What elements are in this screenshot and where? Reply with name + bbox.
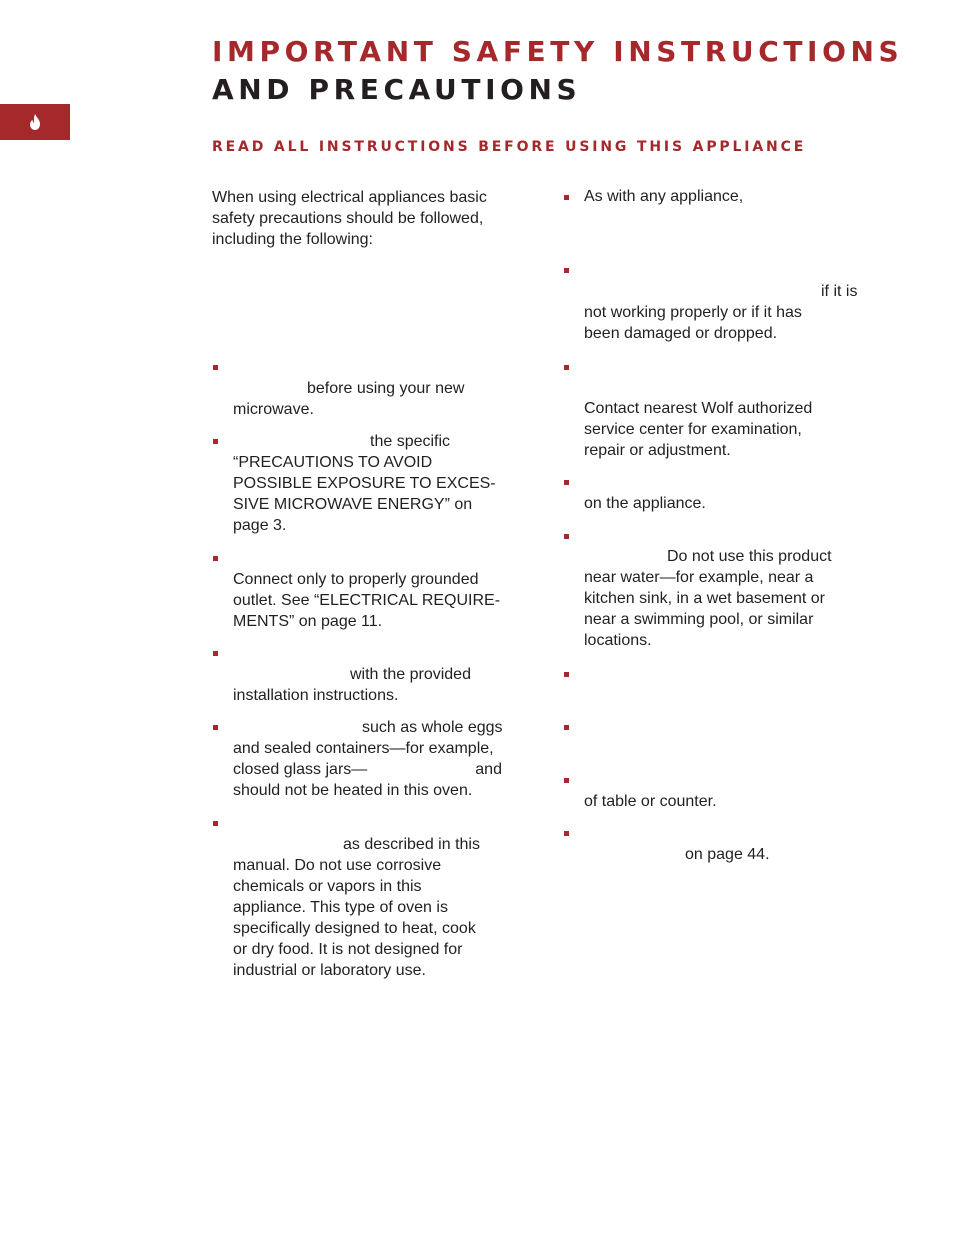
item-line: Contact nearest Wolf authorized bbox=[584, 400, 813, 417]
bullet-marker bbox=[564, 268, 569, 273]
bullet-marker bbox=[213, 556, 218, 561]
item-line: As with any appliance, bbox=[584, 188, 744, 205]
intro-paragraph bbox=[212, 187, 487, 250]
bullet-marker bbox=[213, 439, 218, 444]
list-item bbox=[584, 717, 588, 738]
item-line bbox=[584, 356, 812, 377]
item-line: SIVE MICROWAVE ENERGY” on bbox=[233, 496, 473, 513]
list-item bbox=[584, 356, 812, 461]
list-item bbox=[584, 664, 588, 685]
item-line: installation instructions. bbox=[233, 687, 399, 704]
item-line: or dry food. It is not designed for bbox=[233, 941, 463, 958]
page-title-line-2: AND PRECAUTIONS bbox=[212, 73, 582, 106]
item-line bbox=[584, 717, 588, 738]
list-item bbox=[584, 260, 857, 344]
item-line: outlet. See “ELECTRICAL REQUIRE- bbox=[233, 592, 501, 609]
list-item bbox=[584, 823, 770, 865]
bullet-marker bbox=[564, 778, 569, 783]
bullet-marker bbox=[564, 195, 569, 200]
item-line bbox=[584, 377, 812, 398]
section-tab bbox=[0, 104, 70, 140]
item-line: repair or adjustment. bbox=[584, 442, 731, 459]
item-line: page 3. bbox=[233, 517, 287, 534]
list-item bbox=[233, 357, 464, 420]
item-line: chemicals or vapors in this bbox=[233, 878, 422, 895]
item-line: MENTS” on page 11. bbox=[233, 613, 383, 630]
bullet-marker bbox=[213, 651, 218, 656]
intro-line: including the following: bbox=[212, 231, 373, 248]
item-line: before using your new bbox=[307, 380, 465, 397]
item-line bbox=[233, 759, 503, 780]
item-line bbox=[584, 525, 832, 546]
item-line: kitchen sink, in a wet basement or bbox=[584, 590, 826, 607]
bullet-marker bbox=[564, 534, 569, 539]
bullet-marker bbox=[213, 821, 218, 826]
item-line: should not be heated in this oven. bbox=[233, 782, 473, 799]
item-line: Connect only to properly grounded bbox=[233, 571, 479, 588]
item-line bbox=[233, 548, 500, 569]
item-line: service center for examination, bbox=[584, 421, 802, 438]
item-line: the specific bbox=[370, 433, 451, 450]
bullet-marker bbox=[564, 480, 569, 485]
item-line: been damaged or dropped. bbox=[584, 325, 778, 342]
list-item bbox=[233, 813, 480, 981]
item-line: on page 44. bbox=[685, 846, 770, 863]
item-line: near water—for example, near a bbox=[584, 569, 814, 586]
item-line: not working properly or if it has bbox=[584, 304, 802, 321]
item-line bbox=[584, 260, 857, 281]
item-line: specifically designed to heat, cook bbox=[233, 920, 476, 937]
item-line: if it is bbox=[821, 283, 858, 300]
list-item bbox=[233, 717, 503, 801]
list-item bbox=[233, 643, 471, 706]
bullet-marker bbox=[213, 725, 218, 730]
item-line: industrial or laboratory use. bbox=[233, 962, 426, 979]
list-item bbox=[233, 548, 500, 632]
item-line bbox=[233, 643, 471, 664]
list-item bbox=[233, 431, 496, 536]
list-item bbox=[584, 186, 743, 207]
item-line bbox=[584, 472, 706, 493]
page-title: IMPORTANT SAFETY INSTRUCTIONS bbox=[212, 35, 904, 68]
bullet-marker bbox=[564, 831, 569, 836]
item-line: and sealed containers—for example, bbox=[233, 740, 494, 757]
item-line: POSSIBLE EXPOSURE TO EXCES- bbox=[233, 475, 496, 492]
item-line: appliance. This type of oven is bbox=[233, 899, 448, 916]
item-line: “PRECAUTIONS TO AVOID bbox=[233, 454, 433, 471]
item-line bbox=[584, 823, 770, 844]
bullet-marker bbox=[564, 672, 569, 677]
item-line bbox=[584, 664, 588, 685]
bullet-marker bbox=[213, 365, 218, 370]
list-item bbox=[584, 525, 832, 651]
item-line: of table or counter. bbox=[584, 793, 717, 810]
item-line bbox=[584, 770, 717, 791]
list-item bbox=[584, 472, 706, 514]
item-text: and bbox=[475, 761, 502, 778]
intro-line: When using electrical appliances basic bbox=[212, 189, 487, 206]
item-line: with the provided bbox=[350, 666, 471, 683]
flame-icon bbox=[28, 113, 42, 131]
item-line: microwave. bbox=[233, 401, 314, 418]
bullet-marker bbox=[564, 365, 569, 370]
item-line: on the appliance. bbox=[584, 495, 706, 512]
intro-line: safety precautions should be followed, bbox=[212, 210, 484, 227]
item-line bbox=[233, 813, 480, 834]
item-text: closed glass jars— bbox=[233, 761, 368, 778]
item-line: as described in this bbox=[343, 836, 480, 853]
item-line bbox=[233, 357, 464, 378]
item-line: Do not use this product bbox=[667, 548, 832, 565]
item-line: such as whole eggs bbox=[362, 719, 503, 736]
section-subheading: READ ALL INSTRUCTIONS BEFORE USING THIS APPLIANCE bbox=[212, 139, 807, 155]
list-item bbox=[584, 770, 717, 812]
item-line: locations. bbox=[584, 632, 652, 649]
bullet-marker bbox=[564, 725, 569, 730]
item-line: near a swimming pool, or similar bbox=[584, 611, 814, 628]
item-line: manual. Do not use corrosive bbox=[233, 857, 442, 874]
